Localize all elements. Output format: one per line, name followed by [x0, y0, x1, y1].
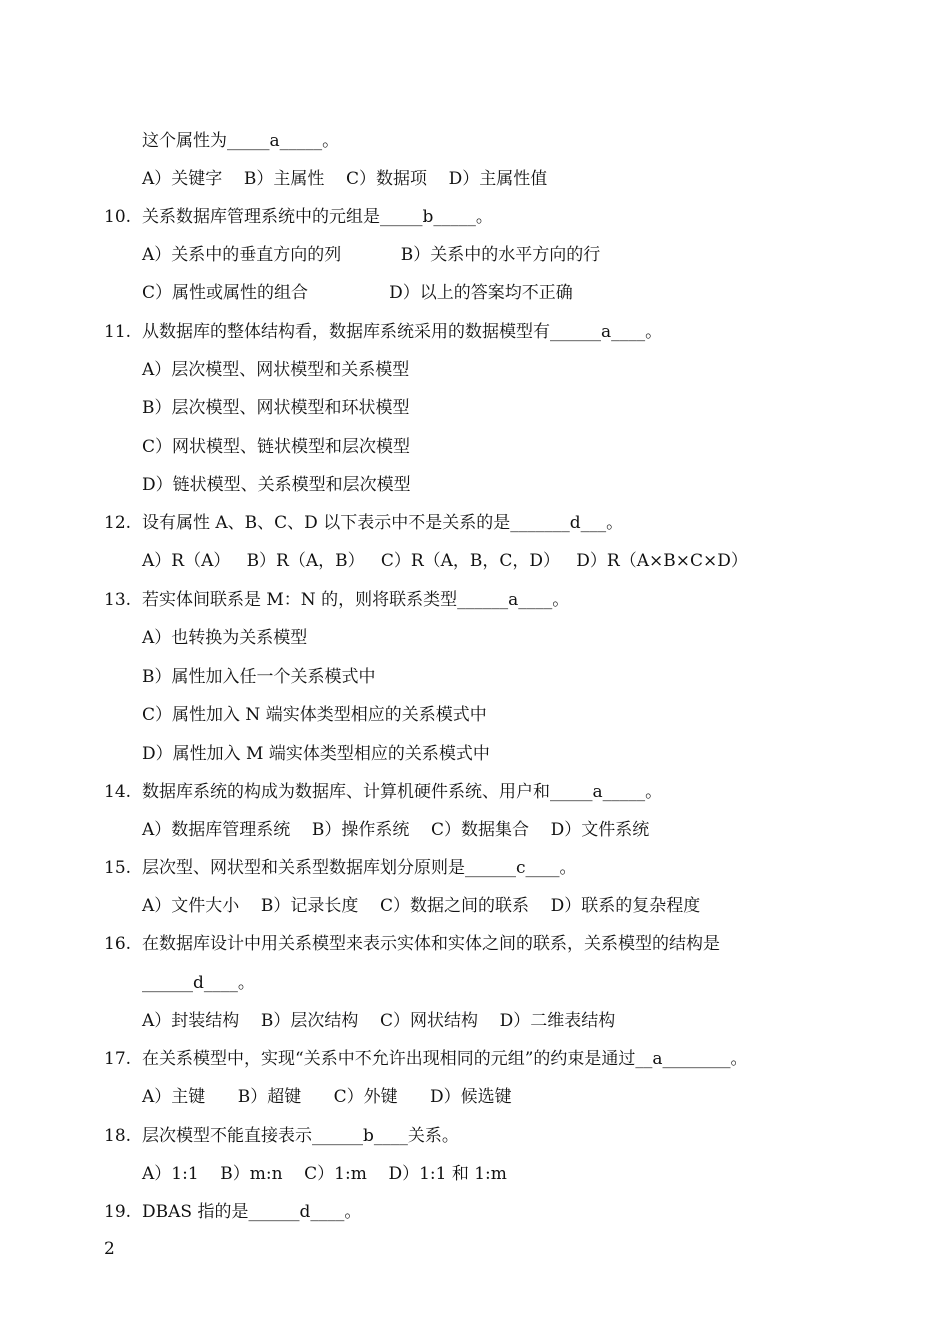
option-line: B）属性加入任一个关系模式中 — [142, 667, 376, 687]
option-line: C）属性或属性的组合 D）以上的答案均不正确 — [142, 283, 573, 303]
option-line: B）层次模型、网状模型和环状模型 — [142, 398, 410, 418]
question-number: 15. — [104, 858, 132, 878]
question-text: 在关系模型中，实现“关系中不允许出现相同的元组”的约束是通过__a________。 — [142, 1049, 748, 1069]
question-text: 在数据库设计中用关系模型来表示实体和实体之间的联系，关系模型的结构是 — [142, 934, 720, 954]
question-number: 18. — [104, 1126, 132, 1146]
question-number: 11. — [104, 322, 132, 342]
option-line: C）属性加入 N 端实体类型相应的关系模式中 — [142, 705, 487, 725]
option-line: A）关键字 B）主属性 C）数据项 D）主属性值 — [142, 169, 548, 189]
question-text: 层次型、网状型和关系型数据库划分原则是______c____。 — [142, 858, 577, 878]
question-number: 17. — [104, 1049, 132, 1069]
question-text: 若实体间联系是 M：N 的，则将联系类型______a____。 — [142, 590, 570, 610]
question-text: DBAS 指的是______d____。 — [142, 1202, 362, 1222]
question-text: 关系数据库管理系统中的元组是_____b_____。 — [142, 207, 493, 227]
question-text: 设有属性 A、B、C、D 以下表示中不是关系的是_______d___。 — [142, 513, 624, 533]
option-line: A）封装结构 B）层次结构 C）网状结构 D）二维表结构 — [142, 1011, 616, 1031]
question-number: 19. — [104, 1202, 132, 1222]
question-number: 12. — [104, 513, 132, 533]
question-text: 层次模型不能直接表示______b____关系。 — [142, 1126, 459, 1146]
question-text: 数据库系统的构成为数据库、计算机硬件系统、用户和_____a_____。 — [142, 782, 663, 802]
question-number: 14. — [104, 782, 132, 802]
option-line: A）文件大小 B）记录长度 C）数据之间的联系 D）联系的复杂程度 — [142, 896, 701, 916]
question-text: 这个属性为_____a_____。 — [142, 131, 340, 151]
option-line: A）数据库管理系统 B）操作系统 C）数据集合 D）文件系统 — [142, 820, 650, 840]
option-line: ______d____。 — [142, 973, 255, 993]
option-line: C）网状模型、链状模型和层次模型 — [142, 437, 411, 457]
option-line: A）关系中的垂直方向的列 B）关系中的水平方向的行 — [142, 245, 601, 265]
option-line: A）也转换为关系模型 — [142, 628, 308, 648]
option-line: A）R（A） B）R（A，B） C）R（A，B，C，D） D）R（A×B×C×D） — [142, 551, 748, 571]
option-line: D）链状模型、关系模型和层次模型 — [142, 475, 411, 495]
option-line: A）主键 B）超键 C）外键 D）候选键 — [142, 1087, 512, 1107]
question-number: 10. — [104, 207, 132, 227]
page-number: 2 — [104, 1239, 115, 1259]
question-text: 从数据库的整体结构看，数据库系统采用的数据模型有______a____。 — [142, 322, 663, 342]
option-line: A）层次模型、网状模型和关系模型 — [142, 360, 410, 380]
question-number: 16. — [104, 934, 132, 954]
option-line: D）属性加入 M 端实体类型相应的关系模式中 — [142, 744, 490, 764]
question-number: 13. — [104, 590, 132, 610]
option-line: A）1:1 B）m:n C）1:m D）1:1 和 1:m — [142, 1164, 507, 1184]
